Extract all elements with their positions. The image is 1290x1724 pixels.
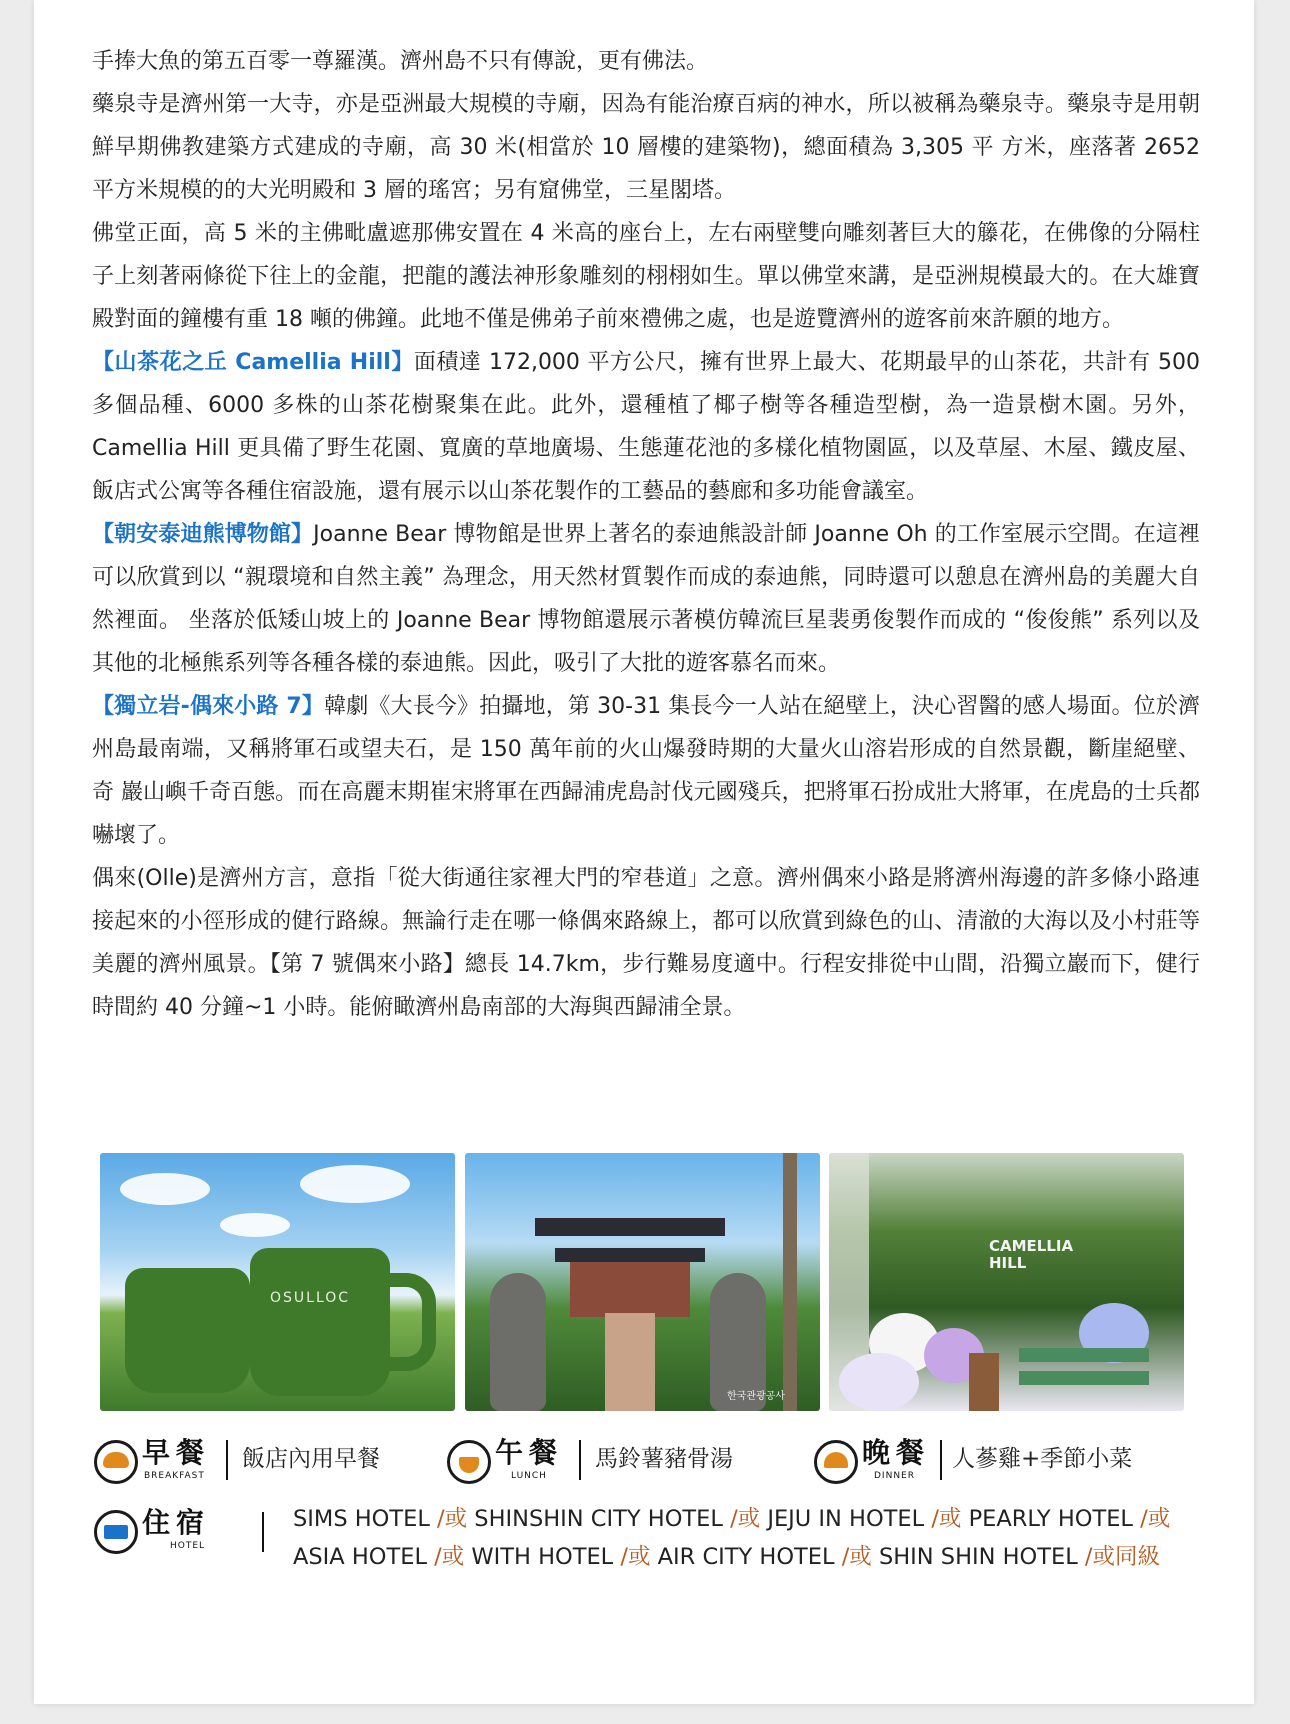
breakfast-description: 飯店內用早餐	[242, 1446, 380, 1472]
divider	[262, 1512, 264, 1552]
option-separator: /或	[841, 1544, 872, 1570]
breakfast-title: 早餐	[142, 1436, 211, 1469]
lunch-subtitle: LUNCH	[511, 1471, 547, 1481]
breakfast-subtitle: BREAKFAST	[144, 1471, 205, 1481]
paragraph-olle-trail: 偶來(Olle)是濟州方言，意指「從大街通往家裡大門的窄巷道」之意。濟州偶來小路是將濟州海邊的許多條小路連接起來的小徑形成的健行路線。無論行走在哪一條偶來路線上，都可以欣賞到綠色的山、清澈的大海以及小村莊等美麗的濟州風景。【第 7 號偶來小路】總長 14.7km，步行難易度適中。行程安排從中山間，沿獨立巖而下，健行時間約 40 分鐘~1 小時。能俯瞰濟州島南部的大海與西歸浦全景。	[92, 866, 1200, 1020]
hotel-option: JEJU IN HOTEL	[767, 1506, 925, 1532]
option-separator: /或	[437, 1506, 468, 1532]
paragraph-yakcheonsa: 藥泉寺是濟州第一大寺，亦是亞洲最大規模的寺廟，因為有能治療百病的神水，所以被稱為藥泉寺。藥泉寺是用朝鮮早期佛教建築方式建成的寺廟，高 30 米(相當於 10 層樓的建築物)，總面積為 3,305 平 方米，座落著 2652 平方米規模的的大光明殿和 3 層的瑤宮；另有窟佛堂，三星閣塔。	[92, 92, 1200, 203]
photo-watermark: 한국관광공사	[727, 1391, 785, 1402]
hotel-row	[94, 1500, 1204, 1590]
meal-dinner	[814, 1436, 1204, 1496]
body-oedolgae: 韓劇《大長今》拍攝地，第 30-31 集長今一人站在絕壁上，決心習醫的感人場面。位於濟州島最南端，又稱將軍石或望夫石，是 150 萬年前的火山爆發時期的大量火山溶岩形成的自然景觀，斷崖絕壁、奇 巖山嶼千奇百態。而在高麗末期崔宋將軍在西歸浦虎島討伐元國殘兵，把將軍石扮成壯大將軍，在虎島的士兵都嚇壞了。	[92, 694, 1200, 848]
hotel-option: SHIN SHIN HOTEL	[878, 1544, 1078, 1570]
hotel-option: PEARLY HOTEL	[968, 1506, 1133, 1532]
divider	[940, 1440, 942, 1480]
osulloc-logo-text: OSULLOC	[270, 1290, 351, 1306]
dinner-description: 人蔘雞+季節小菜	[952, 1446, 1133, 1472]
paragraph-arhat: 手捧大魚的第五百零一尊羅漢。濟州島不只有傳說，更有佛法。	[92, 49, 709, 74]
camellia-sign-text-2: HILL	[989, 1254, 1027, 1272]
hotel-options	[293, 1500, 1193, 1576]
meal-lunch	[447, 1436, 767, 1496]
body-teddy-bear-museum: Joanne Bear 博物館是世界上著名的泰迪熊設計師 Joanne Oh 的工作室展示空間。在這裡可以欣賞到以 “親環境和自然主義” 為理念，用天然材質製作而成的泰迪熊，同時還可以憩息在濟州島的美麗大自然裡面。 坐落於低矮山坡上的 Joanne Bear 博物館還展示著模仿韓流巨星裴勇俊製作而成的 “俊俊熊” 系列以及其他的北極熊系列等各種各樣的泰迪熊。因此，吸引了大批的遊客慕名而來。	[92, 522, 1200, 676]
cloche-icon	[814, 1440, 858, 1484]
photo-camellia-hill	[829, 1153, 1184, 1411]
meal-breakfast	[94, 1436, 414, 1496]
paragraph-buddha-hall: 佛堂正面，高 5 米的主佛毗盧遮那佛安置在 4 米高的座台上，左右兩壁雙向雕刻著巨大的籐花，在佛像的分隔柱子上刻著兩條從下往上的金龍，把龍的護法神形象雕刻的栩栩如生。單以佛堂來講，是亞洲規模最大的。在大雄寶殿對面的鐘樓有重 18 噸的佛鐘。此地不僅是佛弟子前來禮佛之處，也是遊覽濟州的遊客前來許願的地方。	[92, 221, 1200, 332]
divider	[579, 1440, 581, 1480]
hotel-option: AIR CITY HOTEL	[657, 1544, 835, 1570]
hotel-option: ASIA HOTEL	[293, 1544, 427, 1570]
option-separator: /或	[1140, 1506, 1171, 1532]
photo-yakcheonsa-temple	[465, 1153, 820, 1411]
option-separator: /或	[730, 1506, 761, 1532]
lunch-title: 午餐	[495, 1436, 564, 1469]
option-separator: /或同級	[1084, 1544, 1160, 1570]
heading-oedolgae: 【獨立岩-偶來小路 7】	[92, 694, 325, 719]
itinerary-text	[92, 40, 1200, 1029]
photo-strip	[100, 1153, 1192, 1411]
paragraph-oedolgae	[92, 685, 1200, 857]
hotel-option: WITH HOTEL	[471, 1544, 614, 1570]
hotel-option: SIMS HOTEL	[293, 1506, 430, 1532]
hotel-option-last: 同級	[1114, 1544, 1160, 1570]
coffee-cup-icon	[447, 1440, 491, 1484]
photo-osulloc-tea-cup	[100, 1153, 455, 1411]
divider	[226, 1440, 228, 1480]
heading-teddy-bear-museum: 【朝安泰迪熊博物館】	[92, 522, 314, 547]
hotel-option: SHINSHIN CITY HOTEL	[474, 1506, 723, 1532]
option-separator: /或	[620, 1544, 651, 1570]
heading-camellia-hill: 【山茶花之丘 Camellia Hill】	[92, 350, 414, 375]
option-separator: /或	[434, 1544, 465, 1570]
lunch-description: 馬鈴薯豬骨湯	[595, 1446, 733, 1472]
hotel-title: 住宿	[142, 1506, 211, 1539]
croissant-icon	[94, 1440, 138, 1484]
body-camellia-hill: 面積達 172,000 平方公尺，擁有世界上最大、花期最早的山茶花，共計有 500 多個品種、6000 多株的山茶花樹聚集在此。此外，還種植了椰子樹等各種造型樹，為一造景樹木園。另外， Camellia Hill 更具備了野生花園、寬廣的草地廣場、生態蓮花池的多樣化植物園區，以及草屋、木屋、鐵皮屋、飯店式公寓等各種住宿設施，還有展示以山茶花製作的工藝品的藝廊和多功能會議室。	[92, 350, 1200, 504]
document-page	[34, 0, 1254, 1704]
hotel-subtitle: HOTEL	[170, 1541, 206, 1551]
meal-row	[94, 1436, 1204, 1496]
paragraph-teddy-bear-museum	[92, 513, 1200, 685]
paragraph-camellia-hill	[92, 341, 1200, 513]
dinner-subtitle: DINNER	[874, 1471, 915, 1481]
option-separator: /或	[931, 1506, 962, 1532]
house-icon	[94, 1510, 138, 1554]
dinner-title: 晚餐	[862, 1436, 931, 1469]
camellia-sign-text-1: CAMELLIA	[989, 1237, 1074, 1255]
